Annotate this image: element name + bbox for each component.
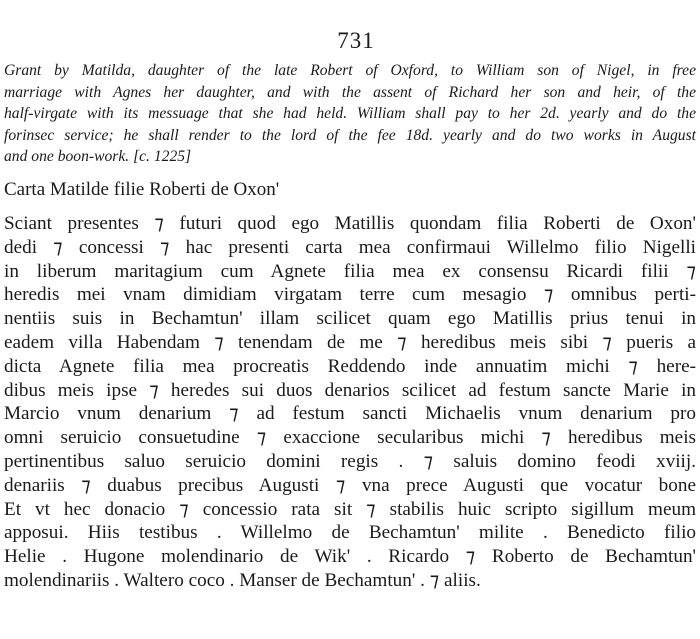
charter-line: denariis ⁊ duabus precibus Augusti ⁊ vna prece Augusti que vocatur bone [4,474,696,496]
charter-line: dicta Agnete filia mea procreatis Reddendo inde annuatim michi ⁊ here- [4,355,696,377]
summary-line: half-virgate with its messuage that she had held. William shall pay to her 2d. yearly and do the [4,105,696,123]
charter-line: omni seruicio consuetudine ⁊ exaccione secularibus michi ⁊ heredibus meis [4,427,696,449]
charter-line: Helie . Hugone molendinario de Wik' . Ricardo ⁊ Roberto de Bechamtun' [4,546,696,568]
summary-line: Grant by Matilda, daughter of the late Robert of Oxford, to William son of Nigel, in free [4,62,696,79]
summary-line: and one boon-work. [c. 1225] [4,148,192,166]
charter-line: molendinariis . Waltero coco . Manser de Bechamtun' . ⁊ aliis. [4,569,481,591]
charter-line: Sciant presentes ⁊ futuri quod ego Matillis quondam filia Roberti de Oxon' [4,212,696,234]
summary-line: forinsec service; he shall render to the lord of the fee 18d. yearly and do two works in August [4,126,696,144]
charter-text [4,212,696,593]
charter-line: dedi ⁊ concessi ⁊ hac presenti carta mea confirmaui Willelmo filio Nigelli [4,236,696,258]
document-page [4,0,696,593]
summary-line: marriage with Agnes her daughter, and with the assent of Richard her son and heir, of the [4,83,696,101]
charter-line: in liberum maritagium cum Agnete filia mea ex consensu Ricardi filii ⁊ [4,260,696,282]
charter-line: nentiis suis in Bechamtun' illam scilicet quam ego Matillis prius tenui in [4,308,696,330]
charter-line: Et vt hec donacio ⁊ concessio rata sit ⁊ stabilis huic scripto sigillum meum [4,498,696,520]
charter-heading: Carta Matilde filie Roberti de Oxon' [4,178,280,200]
page-number: 731 [337,28,375,53]
charter-line: eadem villa Habendam ⁊ tenendam de me ⁊ heredibus meis sibi ⁊ pueris a [4,331,696,353]
charter-line: Marcio vnum denarium ⁊ ad festum sancti Michaelis vnum denarium pro [4,403,696,425]
charter-line: apposui. Hiis testibus . Willelmo de Bechamtun' milite . Benedicto filio [4,522,696,544]
charter-line: dibus meis ipse ⁊ heredes sui duos denarios scilicet ad festum sancte Marie in [4,379,696,401]
charter-line: pertinentibus saluo seruicio domini regis . ⁊ saluis domino feodi xviij. [4,450,696,472]
charter-line: heredis mei vnam dimidiam virgatam terre cum mesagio ⁊ omnibus perti- [4,284,696,306]
charter-summary [4,60,696,168]
